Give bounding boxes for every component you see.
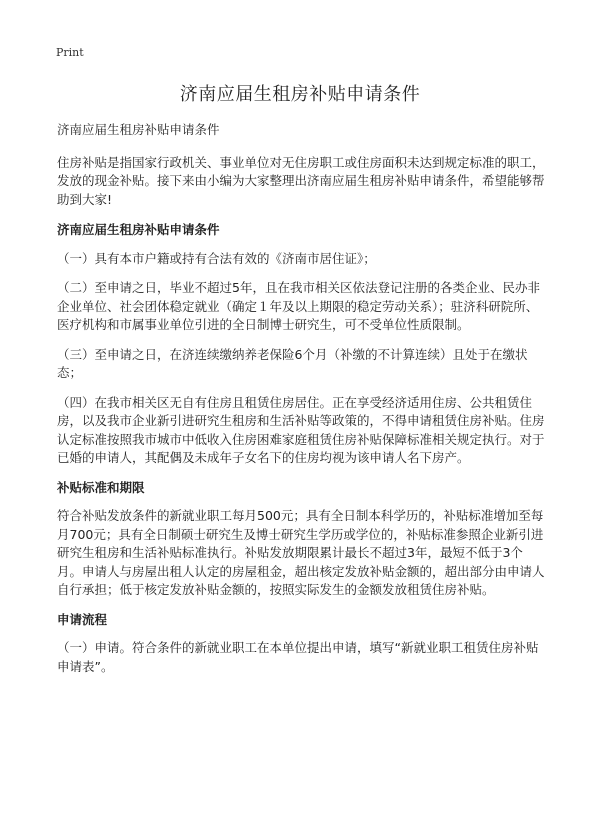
process-paragraph-1: （一）申请。符合条件的新就业职工在本单位提出申请，填写“新就业职工租赁住房补贴申请表”。 bbox=[57, 640, 539, 674]
condition-paragraph-1: （一）具有本市户籍或持有合法有效的《济南市居住证》； bbox=[57, 250, 376, 266]
condition-paragraph-3: （三）至申请之日，在济连续缴纳养老保险6个月（补缴的不计算连续）且处于在缴状态； bbox=[57, 346, 528, 380]
document-subtitle: 济南应届生租房补贴申请条件 bbox=[57, 122, 220, 137]
print-link[interactable]: Print bbox=[56, 46, 84, 59]
page-title: 济南应届生租房补贴申请条件 bbox=[179, 84, 421, 105]
condition-paragraph-4: （四）在我市相关区无自有住房且租赁住房居住。正在享受经济适用住房、公共租赁住房，以及我市企业新引进研究生租房和生活补贴等政策的，不得申请租赁住房补贴。住房认定标准按照我市城市中低收入住房困难家庭租赁住房补贴保障标准相关规定执行。对于已婚的申请人，其配偶及未成年子女名下的住房均视为该申请人名下房产。 bbox=[57, 394, 545, 465]
standards-paragraph: 符合补贴发放条件的新就业职工每月500元；具有全日制本科学历的，补贴标准增加至每月700元；具有全日制硕士研究生及博士研究生学历或学位的，补贴标准参照企业新引进研究生租房和生活补贴标准执行。补贴发放期限累计最长不超过3年，最短不低于3个月。申请人与房屋出租人认定的房屋租金，超出核定发放补贴金额的，超出部分由申请人自行承担；低于核定发放补贴金额的，按照实际发生的金额发放租赁住房补贴。 bbox=[57, 508, 545, 597]
condition-paragraph-2: （二）至申请之日，毕业不超过5年，且在我市相关区依法登记注册的各类企业、民办非企业单位、社会团体稳定就业（确定１年及以上期限的稳定劳动关系）；驻济科研院所、医疗机构和市属事业单位引进的全日制博士研究生，可不受单位性质限制。 bbox=[57, 280, 540, 332]
document-body bbox=[57, 121, 545, 687]
section-heading-conditions: 济南应届生租房补贴申请条件 bbox=[57, 222, 220, 237]
section-heading-standards: 补贴标准和期限 bbox=[57, 479, 145, 495]
intro-paragraph: 住房补贴是指国家行政机关、事业单位对无住房职工或住房面积未达到规定标准的职工，发放的现金补贴。接下来由小编为大家整理出济南应届生租房补贴申请条件，希望能够帮助到大家! bbox=[57, 154, 545, 207]
section-heading-process: 申请流程 bbox=[57, 611, 108, 627]
